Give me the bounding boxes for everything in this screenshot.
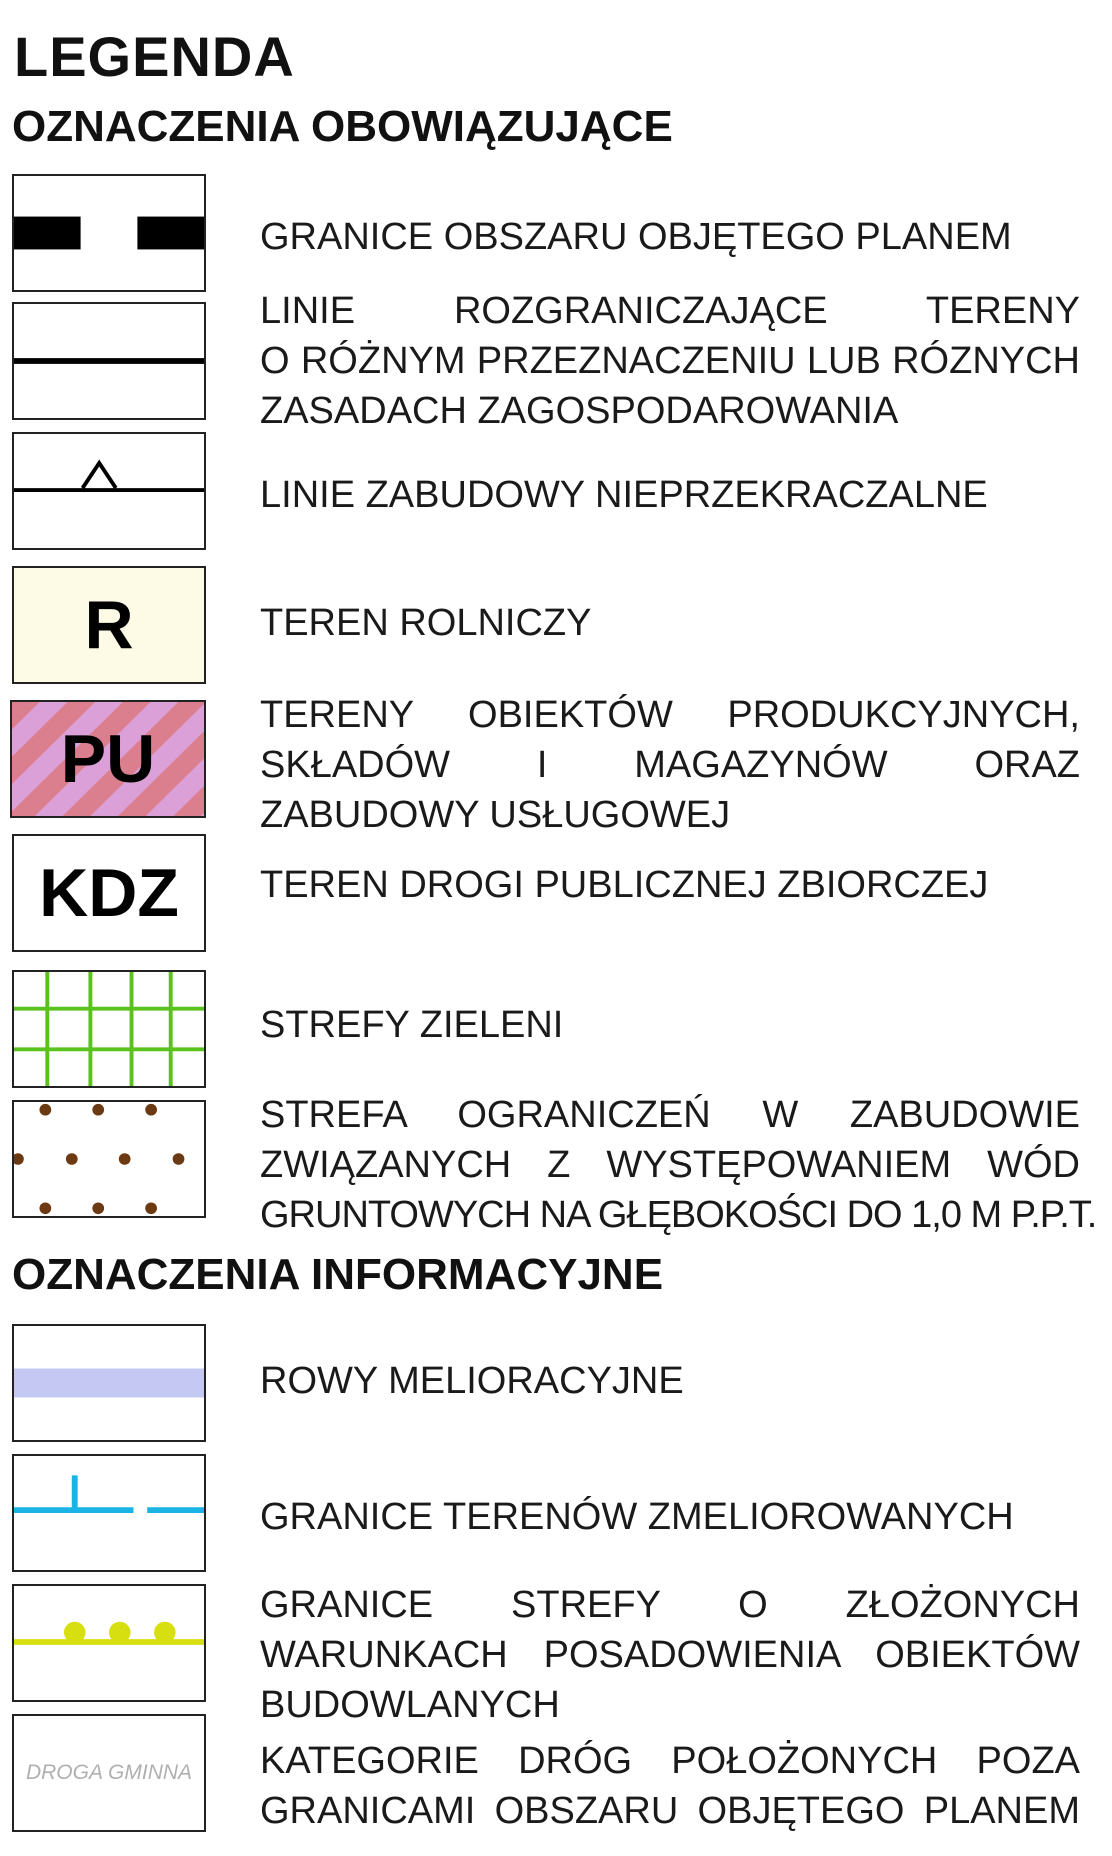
legend-item-label: WARUNKACH POSADOWIENIA OBIEKTÓW [260, 1634, 1080, 1676]
legend-item-demarcation-lines [260, 286, 1080, 436]
symbol-code: PU [60, 721, 156, 797]
symbol-road-category [12, 1714, 206, 1832]
legend-title: LEGENDA [14, 25, 295, 88]
legend-item-agricultural-area [260, 598, 1080, 648]
legend-item-green-zone [260, 1000, 1080, 1050]
symbol-groundwater-restriction [12, 1100, 206, 1218]
legend-item-label: O RÓŻNYM PRZEZNACZENIU LUB RÓZNYCH [260, 340, 1080, 382]
symbol-foundation-zone [12, 1584, 206, 1702]
legend-item-label: GRANICE TERENÓW ZMELIOROWANYCH [260, 1496, 1014, 1538]
legend-item-label: ZASADACH ZAGOSPODAROWANIA [260, 390, 899, 432]
legend-item-drainage-ditch [260, 1356, 1080, 1406]
legend-item-label: GRUNTOWYCH NA GŁĘBOKOŚCI DO 1,0 M P.P.T. [260, 1194, 1097, 1236]
legend-item-melioration-boundary [260, 1492, 1080, 1542]
legend-item-foundation-zone [260, 1580, 1080, 1730]
symbol-drainage-ditch [12, 1324, 206, 1442]
legend-item-label: ROWY MELIORACYJNE [260, 1360, 684, 1402]
legend-item-plan-boundary [260, 212, 1080, 262]
legend-item-label: ZWIĄZANYCH Z WYSTĘPOWANIEM WÓD [260, 1144, 1080, 1186]
legend-item-collector-road [260, 860, 1080, 910]
legend-item-label: STREFY ZIELENI [260, 1004, 564, 1046]
legend-item-label: TEREN DROGI PUBLICZNEJ ZBIORCZEJ [260, 864, 989, 906]
legend-item-label: LINIE ZABUDOWY NIEPRZEKRACZALNE [260, 474, 988, 516]
legend-item-road-category [260, 1736, 1080, 1836]
symbol-green-zone [12, 970, 206, 1088]
legend-item-label: STREFA OGRANICZEŃ W ZABUDOWIE [260, 1094, 1080, 1136]
symbol-code: R [84, 587, 134, 663]
legend-item-label: LINIE ROZGRANICZAJĄCE TERENY [260, 290, 1080, 332]
symbol-collector-road [12, 834, 206, 952]
section-heading-informational: OZNACZENIA INFORMACYJNE [12, 1250, 664, 1299]
symbol-code: KDZ [39, 855, 179, 931]
section-heading-binding: OZNACZENIA OBOWIĄZUJĄCE [12, 102, 673, 151]
legend-item-label: TERENY OBIEKTÓW PRODUKCYJNYCH, [260, 694, 1080, 736]
symbol-road-category-text: DROGA GMINNA [25, 1761, 193, 1784]
legend-item-label: SKŁADÓW I MAGAZYNÓW ORAZ [260, 744, 1080, 786]
legend-item-building-lines [260, 470, 1080, 520]
legend-item-label: BUDOWLANYCH [260, 1684, 560, 1726]
legend-item-label: GRANICAMI OBSZARU OBJĘTEGO PLANEM [260, 1790, 1080, 1832]
legend-item-label: GRANICE OBSZARU OBJĘTEGO PLANEM [260, 216, 1012, 258]
symbol-production-area [10, 700, 206, 818]
legend-item-label: ZABUDOWY USŁUGOWEJ [260, 794, 731, 836]
legend-item-label: KATEGORIE DRÓG POŁOŻONYCH POZA [260, 1740, 1080, 1782]
legend-item-label: TEREN ROLNICZY [260, 602, 592, 644]
symbol-agricultural-area [12, 566, 206, 684]
legend-item-groundwater-restriction [260, 1090, 1097, 1240]
legend-item-production-area [260, 690, 1080, 840]
symbol-building-line [12, 432, 206, 550]
symbol-demarcation-line [12, 302, 206, 420]
symbol-melioration-boundary [12, 1454, 206, 1572]
legend-item-label: GRANICE STREFY O ZŁOŻONYCH [260, 1584, 1080, 1626]
symbol-plan-boundary [12, 174, 206, 292]
